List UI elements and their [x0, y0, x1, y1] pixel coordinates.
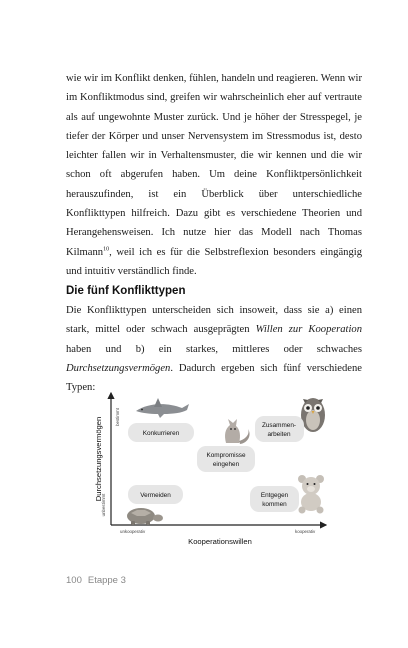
y-top-label: bestimmt [115, 408, 120, 426]
x-left-label: unkooperativ [120, 529, 146, 534]
page-number: 100 [66, 575, 82, 586]
y-bottom-label: unbestimmt [101, 493, 106, 517]
page-footer [66, 575, 126, 586]
body-text [66, 69, 362, 281]
paragraph-1: wie wir im Konflikt denken, fühlen, handeln und reagieren. Wenn wir im Konfliktmodus sind, greifen wir wahrscheinlich eher auf vertraute als auf ungewohnte Muster zurück. Und je höher der Stresspegel, je tiefer der Körper und unser Nervensystem im Stressmodus ist, desto leichter fallen wir in Verhaltensmuster, die wir kennen und die wir schon oft abgerufen haben. Um deine Konfliktpersönlichkeit herauszufinden, ist ein Überblick über unterschiedliche Konflikttypen hilfreich. Dazu gibt es verschiedene Theorien und Herangehensweisen. Ich nutze hier das Modell nach Thomas Kilmann$^{10}$, weil ich es für die Selbstreflexion besonders eingängig und intuitiv verständlich finde. [66, 73, 362, 277]
type-label-zusammenarbeiten-2: arbeiten [267, 431, 291, 438]
section-heading: Die fünf Konflikttypen [66, 285, 186, 297]
section-label: Etappe 3 [87, 575, 126, 586]
type-label-kompromisse-1: Kompromisse [206, 452, 246, 459]
conflict-types-diagram [90, 385, 340, 557]
y-axis-label: Durchsetzungsvermögen [94, 416, 103, 502]
type-label-vermeiden: Vermeiden [140, 492, 171, 499]
x-axis-label: Kooperationswillen [188, 537, 252, 546]
type-label-entgegenkommen-2: kommen [262, 501, 287, 508]
type-label-entgegenkommen-1: Entgegen [260, 492, 289, 499]
teddy-bear-icon [298, 475, 324, 514]
owl-icon [301, 398, 325, 432]
fox-icon [225, 419, 250, 444]
section-paragraph: Die Konflikttypen unterscheiden sich insoweit, dass sie a) einen stark, mittel oder schwach ausgeprägten Willen zur Kooperation haben und b) ein starkes, mittleres oder schwaches Durchsetzungsvermögen. Dadurch ergeben sich fünf verschiedene Typen: [66, 305, 362, 394]
type-box-zusammenarbeiten [255, 416, 304, 442]
type-label-konkurrieren: Konkurrieren [142, 430, 180, 437]
type-box-entgegenkommen [250, 486, 299, 512]
x-right-label: kooperativ [295, 529, 316, 534]
shark-icon [136, 398, 189, 418]
footnote-reference: 10 [103, 246, 110, 253]
type-box-kompromisse [197, 446, 255, 472]
turtle-icon [127, 508, 163, 525]
type-label-zusammenarbeiten-1: Zusammen- [261, 422, 297, 429]
type-label-kompromisse-2: eingehen [212, 461, 240, 468]
